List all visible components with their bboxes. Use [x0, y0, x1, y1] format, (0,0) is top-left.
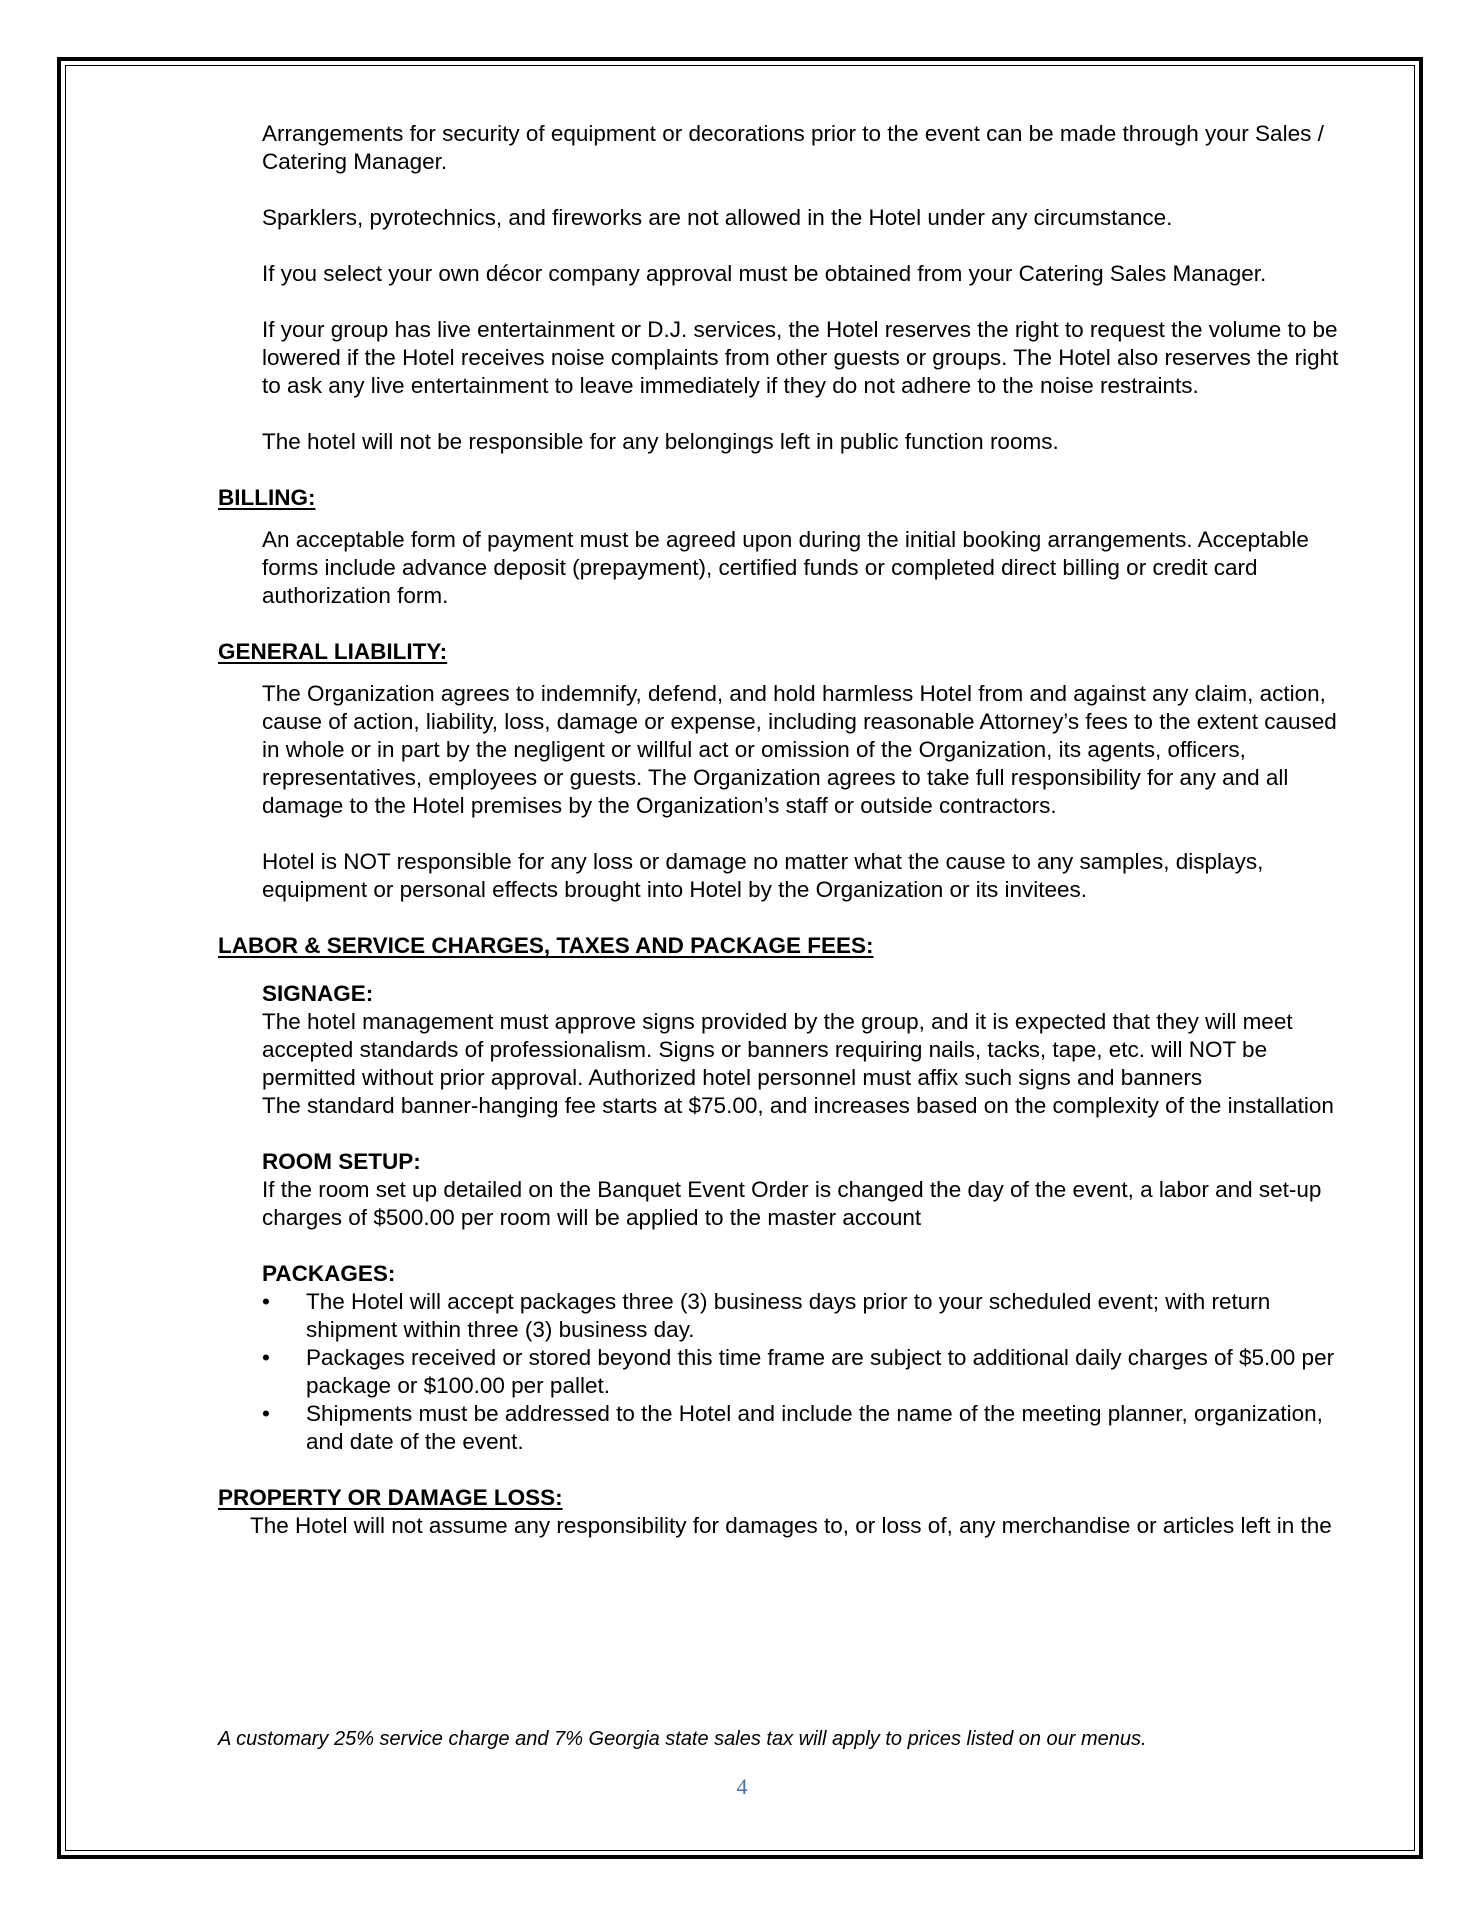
- not-responsible-paragraph: Hotel is NOT responsible for any loss or damage no matter what the cause to any samples, displays, equipment or personal effects brought into Hotel by the Organization or its invitees.: [262, 849, 1264, 902]
- decor-company-paragraph: If you select your own décor company approval must be obtained from your Catering Sales Manager.: [262, 261, 1267, 286]
- package-item-text: The Hotel will accept packages three (3) business days prior to your scheduled event; with return shipment within three (3) business day.: [306, 1289, 1271, 1342]
- document-body: [218, 120, 1354, 1540]
- room-setup-block: [218, 1148, 1354, 1232]
- bullet-icon: •: [262, 1401, 270, 1426]
- pyrotechnics-paragraph: Sparklers, pyrotechnics, and fireworks are not allowed in the Hotel under any circumstance.: [262, 205, 1173, 230]
- security-arrangements-paragraph: Arrangements for security of equipment or decorations prior to the event can be made through your Sales / Catering Manager.: [262, 121, 1324, 174]
- billing-section: [218, 484, 1354, 610]
- labor-section: [218, 932, 1354, 1456]
- room-setup-title: ROOM SETUP:: [262, 1149, 421, 1174]
- billing-paragraph: An acceptable form of payment must be agreed upon during the initial booking arrangements. Acceptable forms include advance deposit (prepayment), certified funds or completed direct billing or credit card authorization form.: [262, 527, 1309, 608]
- bullet-icon: •: [262, 1345, 270, 1370]
- live-entertainment-paragraph: If your group has live entertainment or D.J. services, the Hotel reserves the right to request the volume to be lowered if the Hotel receives noise complaints from other guests or groups. The Hotel also reserves the right to ask any live entertainment to leave immediately if they do not adhere to the noise restraints.: [262, 317, 1339, 398]
- signage-block: [218, 980, 1354, 1120]
- service-charge-note: A customary 25% service charge and 7% Georgia state sales tax will apply to prices listed on our menus.: [218, 1728, 1147, 1750]
- signage-title: SIGNAGE:: [262, 981, 374, 1006]
- property-paragraph: The Hotel will not assume any responsibility for damages to, or loss of, any merchandise or articles left in the: [250, 1513, 1332, 1538]
- labor-heading: LABOR & SERVICE CHARGES, TAXES AND PACKAGE FEES:: [218, 933, 874, 958]
- list-item: [218, 1400, 1354, 1456]
- packages-title: PACKAGES:: [262, 1261, 396, 1286]
- general-liability-section: [218, 638, 1354, 904]
- property-section: [218, 1484, 1354, 1540]
- belongings-paragraph: The hotel will not be responsible for any belongings left in public function rooms.: [262, 429, 1059, 454]
- package-item-text: Packages received or stored beyond this time frame are subject to additional daily charges of $5.00 per package or $100.00 per pallet.: [306, 1345, 1335, 1398]
- indemnify-paragraph: The Organization agrees to indemnify, defend, and hold harmless Hotel from and against any claim, action, cause of action, liability, loss, damage or expense, including reasonable Attorney’s fees to the extent caused in whole or in part by the negligent or willful act or omission of the Organization, its agents, officers, representatives, employees or guests. The Organization agrees to take full responsibility for any and all damage to the Hotel premises by the Organization’s staff or outside contractors.: [262, 681, 1337, 818]
- list-item: [218, 1344, 1354, 1400]
- signage-approval-text: The hotel management must approve signs provided by the group, and it is expected that they will meet accepted standards of professionalism. Signs or banners requiring nails, tacks, tape, etc. will NOT be permitted without prior approval. Authorized hotel personnel must affix such signs and banners: [262, 1009, 1293, 1090]
- property-heading: PROPERTY OR DAMAGE LOSS:: [218, 1485, 563, 1510]
- list-item: [218, 1288, 1354, 1344]
- bullet-icon: •: [262, 1289, 270, 1314]
- room-setup-text: If the room set up detailed on the Banquet Event Order is changed the day of the event, a labor and set-up charges of $500.00 per room will be applied to the master account: [262, 1177, 1322, 1230]
- packages-list: [218, 1288, 1354, 1456]
- banner-fee-text: The standard banner-hanging fee starts at $75.00, and increases based on the complexity of the installation: [262, 1093, 1334, 1118]
- general-liability-heading: GENERAL LIABILITY:: [218, 639, 448, 664]
- page-number: 4: [736, 1774, 748, 1799]
- packages-block: [218, 1260, 1354, 1456]
- package-item-text: Shipments must be addressed to the Hotel and include the name of the meeting planner, organization, and date of the event.: [306, 1401, 1323, 1454]
- billing-heading: BILLING:: [218, 485, 316, 510]
